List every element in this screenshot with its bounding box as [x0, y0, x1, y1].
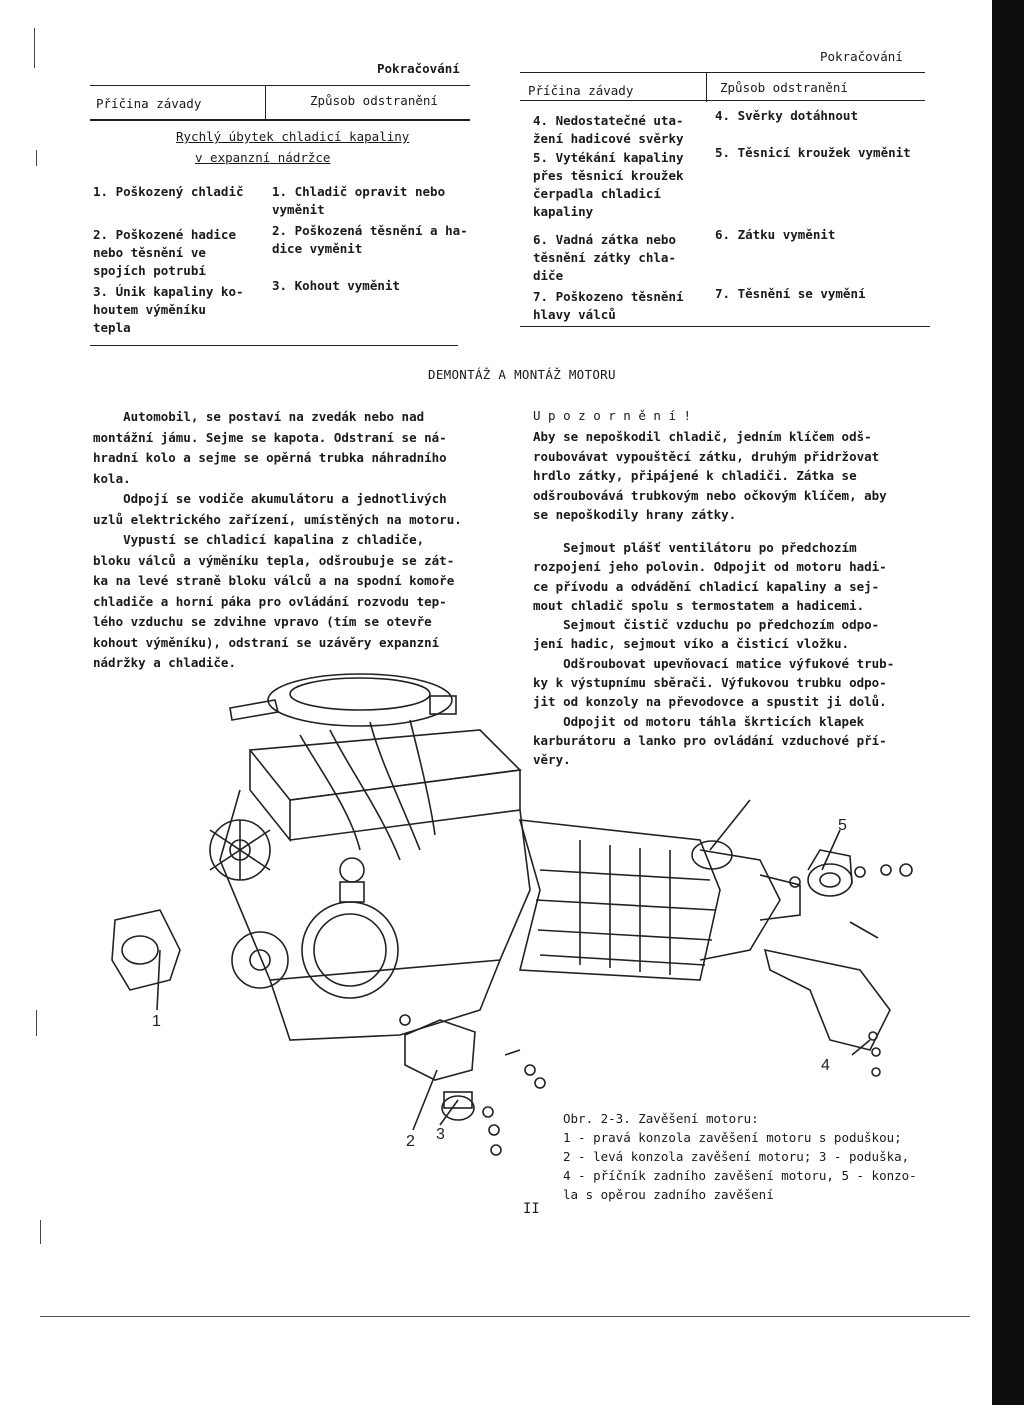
left-section-subtitle: v expanzní nádržce — [195, 150, 331, 165]
right-col-fix-header: Způsob odstranění — [720, 80, 848, 95]
margin-mark — [40, 1220, 41, 1244]
engine-illustration — [100, 660, 940, 1180]
table-rule — [520, 100, 925, 101]
table-column-divider — [265, 85, 266, 121]
right-row-5-cause: 5. Vytékání kapaliny přes těsnicí kroužek čerpadla chladicí kapaliny — [533, 150, 684, 219]
left-col-cause-header: Příčina závady — [96, 96, 202, 111]
right-col-cause-header: Příčina závady — [528, 83, 634, 98]
right-row-5-fix: 5. Těsnicí kroužek vyměnit — [715, 145, 911, 160]
caption-line-2: 1 - pravá konzola zavěšení motoru s poduškou; — [563, 1130, 902, 1145]
warning-title: U p o z o r n ě n í ! — [533, 408, 692, 423]
left-row-2-cause: 2. Poškozené hadice nebo těsnění ve spojích potrubí — [93, 227, 236, 278]
left-body-text: Automobil, se postaví na zvedák nebo nad montážní jámu. Sejme se kapota. Odstraní se ná- hradní kolo a sejme se opěrná trubka náhradního kola. Odpojí se vodiče akumulátoru a jednotlivých uzlů elektrického zařízení, umístěných na motoru. Vypustí se chladicí kapalina z chladiče, bloku válců a výměníku tepla, odšroubuje se zát- ka na levé straně bloku válců a na spodní komoře chladiče a horní páka pro ovládání rozvodu tep- lého vzduchu se zdvihne vpravo (tím se otevře kohout výměníku), odstraní se uzávěry expanzní nádržky a chladiče. — [93, 409, 462, 670]
right-row-4-cause: 4. Nedostatečné uta- žení hadicové svěrky — [533, 113, 684, 146]
right-row-4-fix: 4. Svěrky dotáhnout — [715, 108, 858, 123]
right-row-7-cause: 7. Poškozeno těsnění hlavy válců — [533, 289, 684, 322]
left-row-3-fix: 3. Kohout vyměnit — [272, 278, 400, 293]
figure-caption — [563, 1109, 917, 1204]
table-rule — [520, 326, 930, 327]
caption-line-5: la s opěrou zadního zavěšení — [563, 1187, 774, 1202]
left-row-1-cause: 1. Poškozený chladič — [93, 184, 244, 199]
table-rule — [90, 119, 470, 121]
caption-line-1: Obr. 2-3. Zavěšení motoru: — [563, 1111, 759, 1126]
figure-label-2: 2 — [406, 1133, 415, 1150]
warning-text: Aby se nepoškodil chladič, jedním klíčem odš- roubovávat vypouštěcí zátku, druhým přidržovat hrdlo zátky, připájené k chladiči. Zátka se odšroubovává trubkovým nebo očkovým klíčem, aby se nepoškodily hrany zátky. — [533, 429, 887, 522]
right-body-text: Sejmout plášť ventilátoru po předchozím rozpojení jeho polovin. Odpojit od motoru hadi- ce přívodu a odvádění chladicí kapaliny a sej- mout chladič spolu s termostatem a hadicemi. Sejmout čistič vzduchu po předchozím odpo- jení hadic, sejmout víko a čisticí vložku. Odšroubovat upevňovací matice výfukové trub- ky k výstupnímu sběrači. Výfukovou trubku odpo- jit od konzoly na převodovce a spustit ji dolů. Odpojit od motoru táhla škrticích klapek karburátoru a lanko pro ovládání vzduchové pří- věry. — [533, 540, 895, 768]
left-row-2-fix: 2. Poškozená těsnění a ha- dice vyměnit — [272, 223, 468, 256]
page-number: II — [523, 1201, 540, 1217]
left-section-title: Rychlý úbytek chladicí kapaliny — [176, 129, 410, 144]
left-col-fix-header: Způsob odstranění — [310, 93, 438, 108]
scan-border — [992, 0, 1024, 1405]
right-row-6-cause: 6. Vadná zátka nebo těsnění zátky chla- diče — [533, 232, 676, 283]
caption-line-4: 4 - příčník zadního zavěšení motoru, 5 - konzo- — [563, 1168, 917, 1183]
right-row-7-fix: 7. Těsnění se vymění — [715, 286, 866, 301]
bottom-rule — [40, 1316, 970, 1317]
left-table-continued: Pokračování — [377, 61, 460, 76]
margin-mark — [34, 28, 35, 68]
figure-label-4: 4 — [821, 1057, 830, 1074]
engine-mounting-figure — [100, 660, 940, 1180]
table-rule — [90, 85, 470, 86]
section-heading: DEMONTÁŽ A MONTÁŽ MOTORU — [428, 367, 616, 382]
figure-label-1: 1 — [152, 1013, 161, 1030]
table-rule — [520, 72, 925, 73]
margin-mark — [36, 1010, 37, 1036]
caption-line-3: 2 - levá konzola zavěšení motoru; 3 - poduška, — [563, 1149, 910, 1164]
left-row-3-cause: 3. Únik kapaliny ko- houtem výměníku tepla — [93, 284, 244, 335]
table-rule — [90, 345, 458, 346]
margin-mark — [36, 150, 37, 166]
table-column-divider — [706, 72, 707, 102]
right-table-continued: Pokračování — [820, 49, 903, 64]
left-row-1-fix: 1. Chladič opravit nebo vyměnit — [272, 184, 446, 217]
figure-label-3: 3 — [436, 1126, 445, 1143]
right-row-6-fix: 6. Zátku vyměnit — [715, 227, 836, 242]
figure-label-5: 5 — [838, 817, 847, 834]
